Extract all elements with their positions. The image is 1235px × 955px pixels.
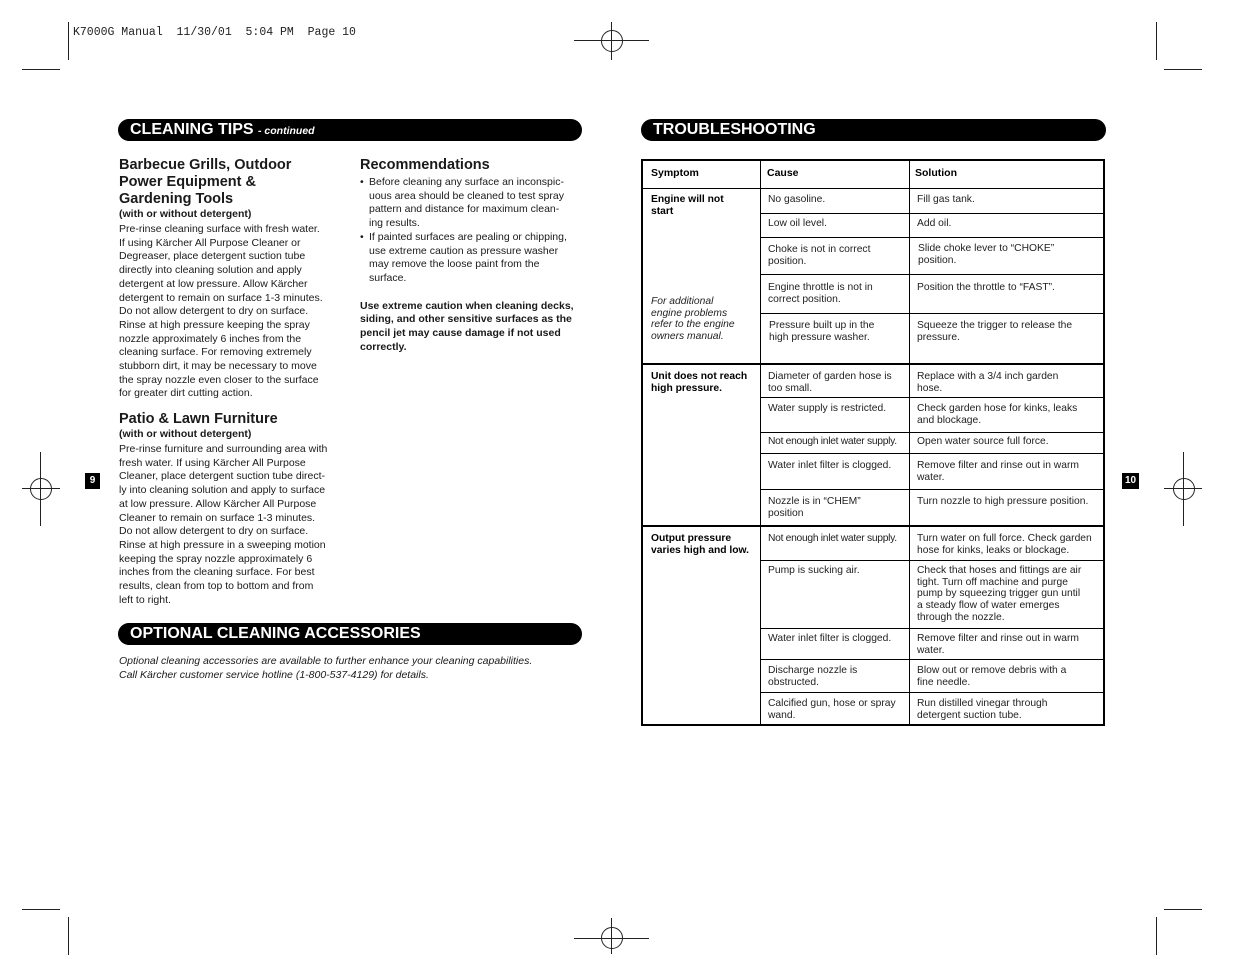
row-divider [761, 453, 1103, 454]
symptom-no-high-pressure: Unit does not reach high pressure. [651, 371, 748, 394]
reg-mark-left-circle [30, 478, 52, 500]
row-divider [761, 692, 1103, 693]
recommendations-title: Recommendations [360, 157, 490, 173]
solution-cell: Blow out or remove debris with a fine needle. [917, 665, 1067, 688]
cause-cell: Nozzle is in “CHEM” position [768, 496, 861, 519]
section-patio-title: Patio & Lawn Furniture [119, 411, 278, 427]
print-slug: K7000G Manual 11/30/01 5:04 PM Page 10 [73, 26, 356, 39]
cause-cell: Low oil level. [768, 218, 827, 229]
section-patio-furniture [119, 411, 349, 607]
solution-cell: Slide choke lever to “CHOKE” position. [918, 243, 1055, 266]
troubleshooting-header [641, 119, 1106, 141]
cause-cell: Discharge nozzle is obstructed. [768, 665, 858, 688]
cleaning-tips-title: CLEANING TIPS [130, 121, 254, 138]
solution-cell: Add oil. [917, 218, 952, 229]
row-divider [761, 489, 1103, 490]
recommendations-list [360, 176, 585, 286]
cause-cell: Diameter of garden hose is too small. [768, 371, 892, 394]
row-divider [761, 213, 1103, 214]
symptom-pressure-varies: Output pressure varies high and low. [651, 533, 750, 556]
section-bbq-subtitle: (with or without detergent) [119, 208, 252, 220]
page-number-left: 9 [85, 473, 100, 489]
reg-mark-right-circle [1173, 478, 1195, 500]
crop-mark-top-right-v [1156, 22, 1157, 60]
cause-cell: Calcified gun, hose or spray wand. [768, 698, 896, 721]
solution-cell: Turn water on full force. Check garden hose for kinks, leaks or blockage. [917, 533, 1092, 556]
solution-cell: Check that hoses and fittings are air tight. Turn off machine and purge pump by squeezing trigger gun until a steady flow of water emerges through the nozzle. [917, 565, 1082, 623]
troubleshooting-table [641, 159, 1105, 726]
table-column-divider [909, 161, 910, 724]
crop-mark-bottom-left-h [22, 909, 60, 910]
section-recommendations [360, 157, 585, 354]
solution-cell: Replace with a 3/4 inch garden hose. [917, 371, 1059, 394]
recommendation-item: • If painted surfaces are pealing or chipping, use extreme caution as pressure washer may remove the loose paint from the surface. [360, 231, 585, 286]
cause-cell: Not enough inlet water supply. [768, 533, 897, 544]
symptom-engine-wont-start: Engine will not start [651, 194, 724, 217]
row-divider [761, 659, 1103, 660]
cause-cell: Pump is sucking air. [768, 565, 860, 576]
section-bbq-body: Pre-rinse cleaning surface with fresh water. If using Kärcher All Purpose Cleaner or Degreaser, place detergent suction tube directly into cleaning solution and apply detergent at low pressure. Allow Kärcher detergent to remain on surface 1-3 minutes. Do not allow detergent to dry on surface. Rinse at high pressure keeping the spray nozzle approximately 6 inches from the cleaning surface. For removing extremely stubborn dirt, it may be necessary to move the spray nozzle even closer to the surface for greater dirt cutting action. [119, 223, 323, 400]
accessories-title: OPTIONAL CLEANING ACCESSORIES [130, 625, 421, 642]
accessories-header [118, 623, 582, 645]
continued-label: - continued [258, 125, 315, 137]
cause-cell: Water inlet filter is clogged. [768, 460, 892, 471]
troubleshooting-title: TROUBLESHOOTING [653, 121, 816, 138]
engine-manual-note: For additional engine problems refer to the engine owners manual. [651, 296, 735, 343]
cleaning-tips-header [118, 119, 582, 141]
warning-note: Use extreme caution when cleaning decks, siding, and other sensitive surfaces as the pencil jet may cause damage if not used correctly. [360, 299, 574, 353]
cause-cell: Water supply is restricted. [768, 403, 887, 414]
solution-cell: Check garden hose for kinks, leaks and blockage. [917, 403, 1078, 426]
header-divider [643, 188, 1103, 189]
recommendation-item: • Before cleaning any surface an inconspic- uous area should be cleaned to test spray pattern and distance for maximum clean- ing results. [360, 176, 585, 231]
section-bbq-title: Barbecue Grills, Outdoor Power Equipment & Gardening Tools [119, 157, 292, 207]
page-number-right: 10 [1122, 473, 1139, 489]
crop-mark-bottom-left-v [68, 917, 69, 955]
cause-cell: No gasoline. [768, 194, 826, 205]
solution-cell: Squeeze the trigger to release the pressure. [917, 320, 1073, 343]
solution-cell: Fill gas tank. [917, 194, 975, 205]
section-bbq-grills [119, 157, 349, 401]
row-divider [761, 432, 1103, 433]
group-divider [643, 363, 1103, 365]
reg-mark-bottom-circle [601, 927, 623, 949]
row-divider [761, 560, 1103, 561]
row-divider [761, 274, 1103, 275]
reg-mark-top-circle [601, 30, 623, 52]
row-divider [761, 313, 1103, 314]
cause-cell: Engine throttle is not in correct position. [768, 282, 873, 305]
crop-mark-bottom-right-h [1164, 909, 1202, 910]
section-patio-subtitle: (with or without detergent) [119, 428, 252, 440]
header-symptom: Symptom [651, 167, 699, 179]
solution-cell: Run distilled vinegar through detergent suction tube. [917, 698, 1048, 721]
section-patio-body: Pre-rinse furniture and surrounding area with fresh water. If using Kärcher All Purpose Cleaner, place detergent suction tube direct- ly into cleaning solution and apply to surface at low pressure. Allow Kärcher All Purpose Cleaner to remain on surface 1-3 minutes. Do not allow detergent to dry on surface. Rinse at high pressure in a sweeping motion keeping the spray nozzle approximately 6 inches from the cleaning surface. For best results, clean from top to bottom and from left to right. [119, 443, 328, 606]
row-divider [761, 237, 1103, 238]
solution-cell: Remove filter and rinse out in warm water. [917, 460, 1079, 483]
solution-cell: Open water source full force. [917, 436, 1049, 447]
crop-mark-top-left-v [68, 22, 69, 60]
crop-mark-top-right-h [1164, 69, 1202, 70]
row-divider [761, 628, 1103, 629]
crop-mark-top-left-h [22, 69, 60, 70]
cause-cell: Water inlet filter is clogged. [768, 633, 892, 644]
solution-cell: Position the throttle to “FAST”. [917, 282, 1055, 293]
solution-cell: Remove filter and rinse out in warm water. [917, 633, 1079, 656]
group-divider [643, 525, 1103, 527]
accessories-text: Optional cleaning accessories are available to further enhance your cleaning capabilities. Call Kärcher customer service hotline (1-800-537-4129) for details. [119, 655, 533, 681]
table-column-divider [760, 161, 761, 724]
cause-cell: Not enough inlet water supply. [768, 436, 897, 447]
row-divider [761, 397, 1103, 398]
solution-cell: Turn nozzle to high pressure position. [917, 496, 1089, 507]
header-solution: Solution [915, 167, 957, 179]
crop-mark-bottom-right-v [1156, 917, 1157, 955]
cause-cell: Pressure built up in the high pressure washer. [769, 320, 875, 343]
cause-cell: Choke is not in correct position. [768, 244, 871, 267]
header-cause: Cause [767, 167, 799, 179]
